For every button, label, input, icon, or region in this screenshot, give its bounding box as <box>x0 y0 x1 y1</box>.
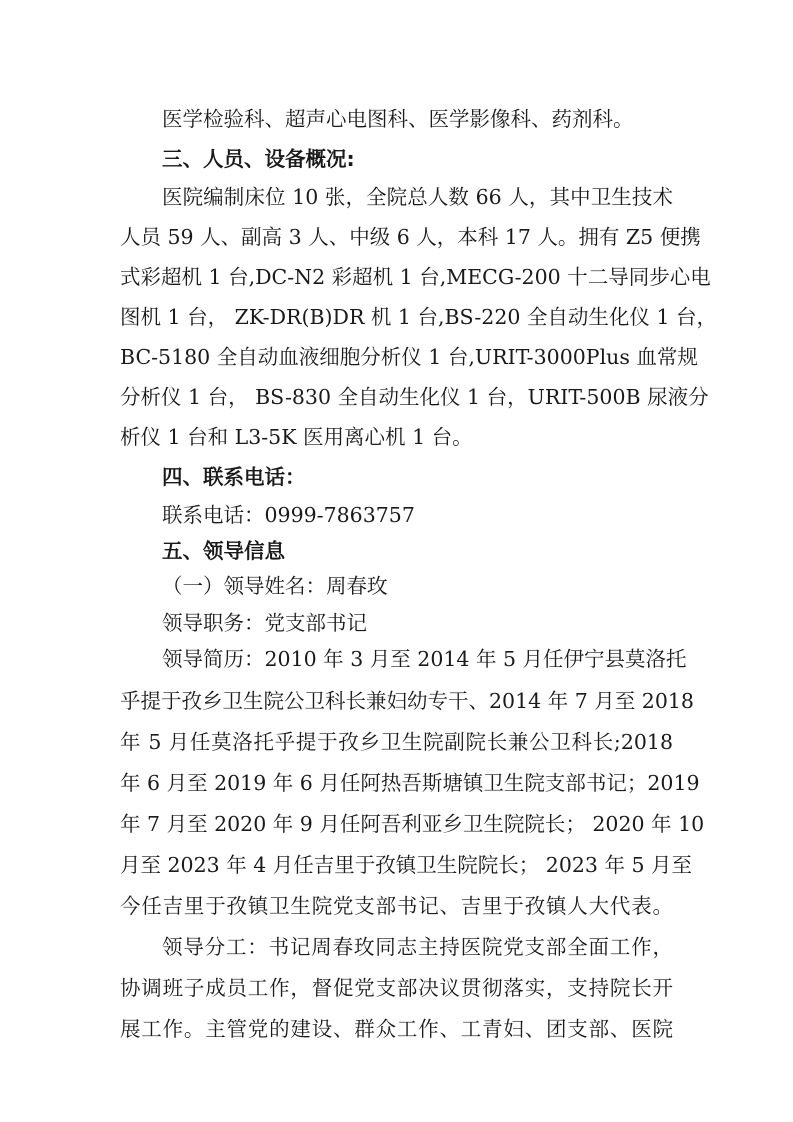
leader-position: 领导职务：党支部书记 <box>162 611 367 635</box>
paragraph-staff-line-3: 式彩超机 1 台,DC-N2 彩超机 1 台,MECG-200 十二导同步心电 <box>120 265 711 289</box>
leader-resume-line-5: 年 7 月至 2020 年 9 月任阿吾利亚乡卫生院院长； 2020 年 10 <box>120 812 705 836</box>
heading-staff-equipment: 三、人员、设备概况: <box>162 147 355 171</box>
paragraph-staff-line-4: 图机 1 台， ZK-DR(B)DR 机 1 台,BS-220 全自动生化仪 1 台， <box>120 305 718 329</box>
leader-duties-line-3: 展工作。主管党的建设、群众工作、工青妇、团支部、医院 <box>120 1017 673 1041</box>
leader-resume-line-4: 年 6 月至 2019 年 6 月任阿热吾斯塘镇卫生院支部书记；2019 <box>120 771 700 795</box>
leader-resume-line-6: 月至 2023 年 4 月任吉里于孜镇卫生院院长； 2023 年 5 月至 <box>120 853 693 877</box>
paragraph-staff-line-7: 析仪 1 台和 L3-5K 医用离心机 1 台。 <box>120 425 473 449</box>
paragraph-staff-line-2: 人员 59 人、副高 3 人、中级 6 人，本科 17 人。拥有 Z5 便携 <box>120 225 701 249</box>
paragraph-staff-line-5: BC-5180 全自动血液细胞分析仪 1 台,URIT-3000Plus 血常规 <box>120 345 698 369</box>
leader-resume-line-7: 今任吉里于孜镇卫生院党支部书记、吉里于孜镇人大代表。 <box>120 894 673 918</box>
leader-name: （一）领导姓名：周春玫 <box>162 574 388 598</box>
heading-leader-info: 五、领导信息 <box>162 539 285 563</box>
paragraph-staff-line-1: 医院编制床位 10 张，全院总人数 66 人，其中卫生技术 <box>162 185 673 209</box>
contact-phone: 联系电话：0999-7863757 <box>162 503 415 527</box>
leader-resume-line-2: 乎提于孜乡卫生院公卫科长兼妇幼专干、2014 年 7 月至 2018 <box>120 689 694 713</box>
leader-duties-line-2: 协调班子成员工作，督促党支部决议贯彻落实，支持院长开 <box>120 976 673 1000</box>
leader-duties-line-1: 领导分工：书记周春玫同志主持医院党支部全面工作， <box>162 935 673 959</box>
paragraph-departments-end: 医学检验科、超声心电图科、医学影像科、药剂科。 <box>162 107 634 131</box>
heading-contact: 四、联系电话： <box>162 465 306 489</box>
paragraph-staff-line-6: 分析仪 1 台， BS-830 全自动生化仪 1 台，URIT-500B 尿液分 <box>120 385 709 409</box>
leader-resume-line-3: 年 5 月任莫洛托乎提于孜乡卫生院副院长兼公卫科长;2018 <box>120 730 673 754</box>
leader-resume-line-1: 领导简历：2010 年 3 月至 2014 年 5 月任伊宁县莫洛托 <box>162 647 687 671</box>
